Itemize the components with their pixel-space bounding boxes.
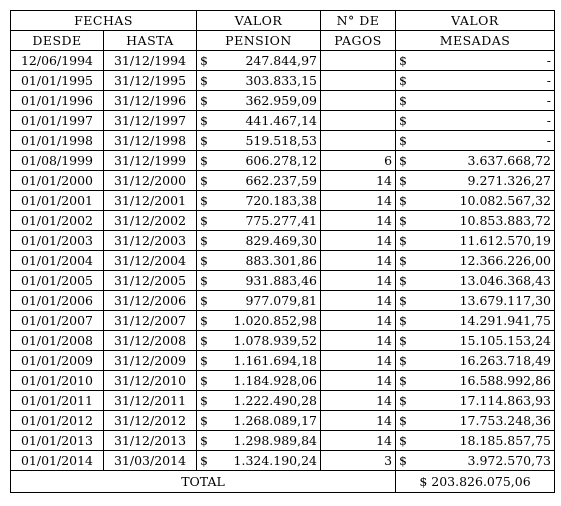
cell-pension (197, 211, 321, 231)
cell-hasta: 31/12/2006 (104, 291, 197, 311)
cell-pagos: 14 (321, 391, 396, 411)
cell-hasta: 31/12/2005 (104, 271, 197, 291)
cell-mesadas (396, 271, 555, 291)
cell-mesadas-amount: 14.291.941,75 (459, 313, 552, 328)
cell-pension (197, 271, 321, 291)
table-row (11, 411, 555, 431)
cell-mesadas-amount: - (546, 133, 552, 148)
header-valor-pension-top: VALOR (197, 11, 321, 31)
cell-pagos: 14 (321, 351, 396, 371)
cell-mesadas-amount: 3.972.570,73 (467, 453, 552, 468)
table-row (11, 351, 555, 371)
cell-desde: 01/01/2012 (11, 411, 104, 431)
cell-pension (197, 131, 321, 151)
cell-hasta: 31/12/2009 (104, 351, 197, 371)
cell-mesadas (396, 311, 555, 331)
cell-hasta: 31/12/1996 (104, 91, 197, 111)
currency-symbol: $ (399, 233, 407, 248)
cell-mesadas (396, 431, 555, 451)
cell-hasta: 31/12/2004 (104, 251, 197, 271)
cell-pension (197, 391, 321, 411)
cell-pagos: 3 (321, 451, 396, 471)
cell-pension-amount: 362.959,09 (245, 93, 318, 108)
table-row (11, 51, 555, 71)
currency-symbol: $ (399, 453, 407, 468)
cell-mesadas-amount: 10.853.883,72 (459, 213, 552, 228)
header-row-bottom (11, 31, 555, 51)
cell-desde: 01/01/2004 (11, 251, 104, 271)
cell-pagos: 14 (321, 211, 396, 231)
cell-mesadas-amount: 18.185.857,75 (459, 433, 552, 448)
currency-symbol: $ (200, 53, 208, 68)
cell-mesadas (396, 151, 555, 171)
currency-symbol: $ (200, 233, 208, 248)
cell-desde: 01/01/1997 (11, 111, 104, 131)
cell-pagos: 14 (321, 251, 396, 271)
cell-hasta: 31/12/2010 (104, 371, 197, 391)
currency-symbol: $ (399, 253, 407, 268)
cell-pagos: 14 (321, 171, 396, 191)
cell-mesadas-amount: 13.046.368,43 (459, 273, 552, 288)
cell-mesadas (396, 251, 555, 271)
cell-mesadas (396, 171, 555, 191)
cell-pagos (321, 71, 396, 91)
cell-pension (197, 51, 321, 71)
cell-hasta: 31/12/2001 (104, 191, 197, 211)
cell-desde: 01/01/2011 (11, 391, 104, 411)
table-row (11, 171, 555, 191)
header-valor-mesadas-top: VALOR (396, 11, 555, 31)
cell-mesadas-amount: 13.679.117,30 (459, 293, 552, 308)
currency-symbol: $ (200, 113, 208, 128)
cell-mesadas-amount: 17.114.863,93 (459, 393, 552, 408)
cell-hasta: 31/12/2008 (104, 331, 197, 351)
cell-pagos (321, 51, 396, 71)
cell-pagos: 6 (321, 151, 396, 171)
cell-pension (197, 111, 321, 131)
cell-pagos: 14 (321, 371, 396, 391)
cell-desde: 01/01/2008 (11, 331, 104, 351)
cell-hasta: 31/12/1994 (104, 51, 197, 71)
table-row (11, 151, 555, 171)
cell-pagos (321, 91, 396, 111)
cell-mesadas (396, 391, 555, 411)
cell-desde: 01/01/2003 (11, 231, 104, 251)
cell-hasta: 31/12/1998 (104, 131, 197, 151)
cell-hasta: 31/12/2007 (104, 311, 197, 331)
total-value: $ 203.826.075,06 (396, 471, 555, 493)
currency-symbol: $ (399, 153, 407, 168)
currency-symbol: $ (399, 73, 407, 88)
currency-symbol: $ (200, 173, 208, 188)
cell-hasta: 31/12/2003 (104, 231, 197, 251)
currency-symbol: $ (399, 313, 407, 328)
currency-symbol: $ (200, 313, 208, 328)
cell-desde: 01/01/2013 (11, 431, 104, 451)
cell-pension-amount: 883.301,86 (245, 253, 318, 268)
cell-pension-amount: 1.020.852,98 (233, 313, 318, 328)
cell-pagos: 14 (321, 231, 396, 251)
currency-symbol: $ (399, 273, 407, 288)
currency-symbol: $ (399, 173, 407, 188)
currency-symbol: $ (200, 353, 208, 368)
cell-hasta: 31/12/1995 (104, 71, 197, 91)
cell-pension (197, 451, 321, 471)
cell-mesadas (396, 191, 555, 211)
currency-symbol: $ (200, 73, 208, 88)
currency-symbol: $ (399, 393, 407, 408)
currency-symbol: $ (399, 133, 407, 148)
cell-pension-amount: 1.268.089,17 (233, 413, 318, 428)
cell-pension (197, 311, 321, 331)
cell-pension (197, 231, 321, 251)
currency-symbol: $ (200, 413, 208, 428)
cell-hasta: 31/12/1997 (104, 111, 197, 131)
cell-desde: 01/01/2014 (11, 451, 104, 471)
cell-pension-amount: 720.183,38 (245, 193, 318, 208)
table-row (11, 251, 555, 271)
cell-mesadas-amount: 9.271.326,27 (467, 173, 552, 188)
cell-pagos: 14 (321, 191, 396, 211)
total-row (11, 471, 555, 493)
currency-symbol: $ (200, 433, 208, 448)
cell-desde: 01/01/1996 (11, 91, 104, 111)
cell-pension (197, 151, 321, 171)
currency-symbol: $ (399, 333, 407, 348)
cell-desde: 01/01/2010 (11, 371, 104, 391)
cell-pension (197, 71, 321, 91)
total-label: TOTAL (11, 471, 396, 493)
cell-desde: 01/01/2006 (11, 291, 104, 311)
cell-mesadas (396, 291, 555, 311)
currency-symbol: $ (399, 353, 407, 368)
header-pagos: PAGOS (321, 31, 396, 51)
cell-pagos: 14 (321, 431, 396, 451)
cell-mesadas (396, 71, 555, 91)
currency-symbol: $ (399, 213, 407, 228)
cell-mesadas (396, 111, 555, 131)
cell-pension (197, 91, 321, 111)
cell-mesadas (396, 451, 555, 471)
header-ndepagos-top: N° DE (321, 11, 396, 31)
currency-symbol: $ (200, 373, 208, 388)
currency-symbol: $ (399, 413, 407, 428)
currency-symbol: $ (200, 133, 208, 148)
currency-symbol: $ (200, 253, 208, 268)
table-row (11, 231, 555, 251)
cell-pension (197, 371, 321, 391)
table-row (11, 451, 555, 471)
cell-mesadas-amount: 15.105.153,24 (459, 333, 552, 348)
table-row (11, 331, 555, 351)
currency-symbol: $ (399, 93, 407, 108)
cell-pension-amount: 1.298.989,84 (233, 433, 318, 448)
cell-pension (197, 351, 321, 371)
cell-desde: 01/01/2000 (11, 171, 104, 191)
currency-symbol: $ (200, 153, 208, 168)
currency-symbol: $ (200, 333, 208, 348)
currency-symbol: $ (200, 93, 208, 108)
table-row (11, 271, 555, 291)
cell-mesadas (396, 351, 555, 371)
cell-pension-amount: 303.833,15 (245, 73, 318, 88)
cell-pension-amount: 829.469,30 (245, 233, 318, 248)
cell-pension-amount: 1.184.928,06 (233, 373, 318, 388)
cell-mesadas-amount: - (546, 53, 552, 68)
cell-hasta: 31/03/2014 (104, 451, 197, 471)
currency-symbol: $ (399, 53, 407, 68)
cell-mesadas (396, 371, 555, 391)
cell-pension-amount: 1.324.190,24 (233, 453, 318, 468)
currency-symbol: $ (399, 373, 407, 388)
currency-symbol: $ (200, 193, 208, 208)
currency-symbol: $ (200, 453, 208, 468)
cell-mesadas-amount: 16.263.718,49 (459, 353, 552, 368)
header-row-top (11, 11, 555, 31)
currency-symbol: $ (200, 213, 208, 228)
cell-mesadas (396, 331, 555, 351)
cell-pension-amount: 931.883,46 (245, 273, 318, 288)
cell-pagos: 14 (321, 311, 396, 331)
cell-mesadas-amount: 12.366.226,00 (459, 253, 552, 268)
table-row (11, 371, 555, 391)
cell-pagos: 14 (321, 271, 396, 291)
cell-pension-amount: 1.078.939,52 (233, 333, 318, 348)
table-row (11, 191, 555, 211)
header-mesadas: MESADAS (396, 31, 555, 51)
cell-desde: 01/01/2007 (11, 311, 104, 331)
cell-mesadas (396, 231, 555, 251)
cell-mesadas (396, 411, 555, 431)
cell-pension-amount: 519.518,53 (245, 133, 318, 148)
cell-hasta: 31/12/1999 (104, 151, 197, 171)
cell-pagos: 14 (321, 331, 396, 351)
cell-pagos: 14 (321, 291, 396, 311)
table-row (11, 91, 555, 111)
cell-desde: 12/06/1994 (11, 51, 104, 71)
cell-desde: 01/01/2009 (11, 351, 104, 371)
cell-pension-amount: 1.222.490,28 (233, 393, 318, 408)
cell-desde: 01/01/1995 (11, 71, 104, 91)
header-desde: DESDE (11, 31, 104, 51)
cell-pension-amount: 775.277,41 (245, 213, 318, 228)
cell-mesadas-amount: - (546, 113, 552, 128)
cell-hasta: 31/12/2000 (104, 171, 197, 191)
cell-hasta: 31/12/2012 (104, 411, 197, 431)
cell-pension (197, 171, 321, 191)
table-row (11, 211, 555, 231)
cell-desde: 01/08/1999 (11, 151, 104, 171)
cell-mesadas-amount: - (546, 73, 552, 88)
cell-pension-amount: 662.237,59 (245, 173, 318, 188)
table-row (11, 311, 555, 331)
header-pension: PENSION (197, 31, 321, 51)
currency-symbol: $ (200, 293, 208, 308)
table-row (11, 71, 555, 91)
currency-symbol: $ (399, 433, 407, 448)
cell-desde: 01/01/2001 (11, 191, 104, 211)
cell-desde: 01/01/1998 (11, 131, 104, 151)
cell-pension (197, 191, 321, 211)
table-row (11, 291, 555, 311)
cell-mesadas-amount: 16.588.992,86 (459, 373, 552, 388)
cell-desde: 01/01/2005 (11, 271, 104, 291)
cell-pension (197, 431, 321, 451)
currency-symbol: $ (399, 293, 407, 308)
cell-pension (197, 251, 321, 271)
cell-pagos: 14 (321, 411, 396, 431)
cell-hasta: 31/12/2013 (104, 431, 197, 451)
cell-pension (197, 411, 321, 431)
table-row (11, 131, 555, 151)
cell-hasta: 31/12/2002 (104, 211, 197, 231)
cell-pension-amount: 977.079,81 (245, 293, 318, 308)
cell-mesadas-amount: 11.612.570,19 (459, 233, 552, 248)
cell-mesadas (396, 131, 555, 151)
header-hasta: HASTA (104, 31, 197, 51)
currency-symbol: $ (399, 193, 407, 208)
cell-mesadas-amount: 17.753.248,36 (459, 413, 552, 428)
pension-table (10, 10, 555, 493)
cell-pension-amount: 606.278,12 (245, 153, 318, 168)
cell-pension (197, 291, 321, 311)
table-row (11, 111, 555, 131)
cell-mesadas-amount: 10.082.567,32 (459, 193, 552, 208)
cell-mesadas (396, 51, 555, 71)
cell-desde: 01/01/2002 (11, 211, 104, 231)
cell-pension-amount: 1.161.694,18 (233, 353, 318, 368)
table-row (11, 431, 555, 451)
cell-pagos (321, 131, 396, 151)
currency-symbol: $ (200, 273, 208, 288)
cell-mesadas (396, 91, 555, 111)
table-row (11, 391, 555, 411)
cell-pension-amount: 247.844,97 (245, 53, 318, 68)
cell-pension-amount: 441.467,14 (245, 113, 318, 128)
cell-mesadas-amount: 3.637.668,72 (467, 153, 552, 168)
currency-symbol: $ (399, 113, 407, 128)
currency-symbol: $ (200, 393, 208, 408)
cell-pension (197, 331, 321, 351)
cell-hasta: 31/12/2011 (104, 391, 197, 411)
cell-mesadas-amount: - (546, 93, 552, 108)
header-fechas: FECHAS (11, 11, 197, 31)
cell-pagos (321, 111, 396, 131)
cell-mesadas (396, 211, 555, 231)
